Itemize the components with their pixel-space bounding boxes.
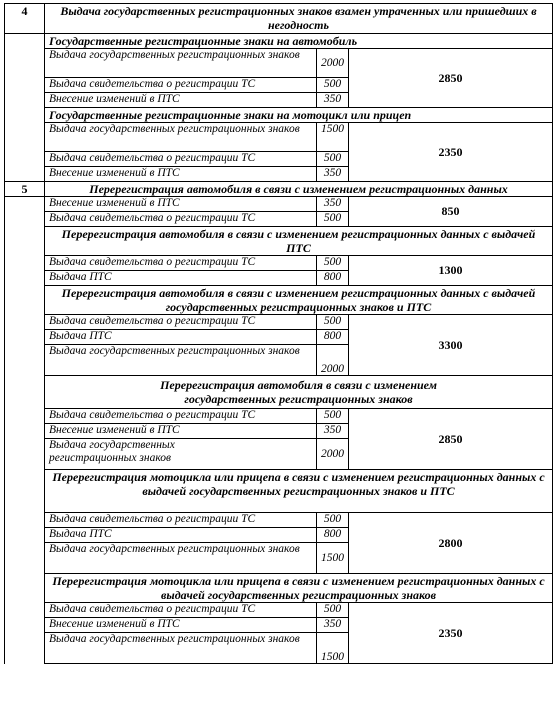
service-price: 500 <box>317 256 349 271</box>
table-row <box>5 49 553 78</box>
service-label: Выдача свидетельства о регистрации ТС <box>45 212 317 227</box>
group-header-row <box>5 376 553 409</box>
service-label: Внесение изменений в ПТС <box>45 93 317 108</box>
number-spacer <box>5 409 45 424</box>
service-label: Выдача государственных регистрационных знаков <box>45 543 317 574</box>
group-total: 2850 <box>349 49 553 108</box>
number-spacer <box>5 543 45 574</box>
number-spacer <box>5 197 45 212</box>
service-label: Выдача государственных регистрационных знаков <box>45 123 317 152</box>
service-price: 500 <box>317 78 349 93</box>
group-title: Перерегистрация автомобиля в связи с изменением государственных регистрационных знаков <box>45 376 553 409</box>
number-spacer <box>5 256 45 271</box>
number-spacer <box>5 315 45 330</box>
service-price: 500 <box>317 212 349 227</box>
group-total: 2850 <box>349 409 553 470</box>
number-spacer <box>5 152 45 167</box>
section-header-row <box>5 182 553 197</box>
table-row <box>5 197 553 212</box>
group-total: 2350 <box>349 123 553 182</box>
service-label: Внесение изменений в ПТС <box>45 167 317 182</box>
service-price: 350 <box>317 167 349 182</box>
service-price: 2000 <box>317 345 349 376</box>
section-number: 5 <box>5 182 45 197</box>
group-title: Перерегистрация мотоцикла или прицепа в связи с изменением регистрационных данных с выдачей государственных регистрационных знаков и ПТС <box>45 470 553 513</box>
table-row <box>5 409 553 424</box>
service-label: Выдача государственных регистрационных знаков <box>45 345 317 376</box>
section-title: Перерегистрация автомобиля в связи с изменением регистрационных данных <box>45 182 553 197</box>
group-header-row <box>5 108 553 123</box>
number-spacer <box>5 93 45 108</box>
section-number: 4 <box>5 4 45 34</box>
service-price: 350 <box>317 618 349 633</box>
service-price: 500 <box>317 513 349 528</box>
service-price: 350 <box>317 93 349 108</box>
service-label: Выдача свидетельства о регистрации ТС <box>45 78 317 93</box>
group-header-row <box>5 34 553 49</box>
group-header-row <box>5 574 553 603</box>
service-label: Выдача свидетельства о регистрации ТС <box>45 256 317 271</box>
service-label: Выдача ПТС <box>45 330 317 345</box>
number-spacer <box>5 376 45 409</box>
number-spacer <box>5 513 45 528</box>
service-label: Выдача ПТС <box>45 528 317 543</box>
service-label: Выдача свидетельства о регистрации ТС <box>45 409 317 424</box>
number-spacer <box>5 424 45 439</box>
service-price: 2000 <box>317 49 349 78</box>
service-price: 2000 <box>317 439 349 470</box>
table-row <box>5 315 553 330</box>
group-title: Государственные регистрационные знаки на мотоцикл или прицеп <box>45 108 553 123</box>
service-label: Выдача свидетельства о регистрации ТС <box>45 152 317 167</box>
table-row <box>5 256 553 271</box>
number-spacer <box>5 167 45 182</box>
group-header-row <box>5 227 553 256</box>
service-price: 800 <box>317 528 349 543</box>
service-label: Внесение изменений в ПТС <box>45 424 317 439</box>
group-total: 2350 <box>349 603 553 664</box>
service-price: 800 <box>317 271 349 286</box>
number-spacer <box>5 271 45 286</box>
group-title: Перерегистрация автомобиля в связи с изменением регистрационных данных с выдачей государственных регистрационных знаков и ПТС <box>45 286 553 315</box>
number-spacer <box>5 286 45 315</box>
fee-table-body <box>5 4 553 664</box>
table-row <box>5 513 553 528</box>
service-label: Выдача ПТС <box>45 271 317 286</box>
service-price: 350 <box>317 424 349 439</box>
service-price: 500 <box>317 603 349 618</box>
fee-table <box>4 3 553 664</box>
group-title: Перерегистрация мотоцикла или прицепа в связи с изменением регистрационных данных с выдачей государственных регистрационных знаков <box>45 574 553 603</box>
service-label: Внесение изменений в ПТС <box>45 197 317 212</box>
number-spacer <box>5 34 45 49</box>
number-spacer <box>5 108 45 123</box>
group-total: 850 <box>349 197 553 227</box>
number-spacer <box>5 49 45 78</box>
service-label: Выдача свидетельства о регистрации ТС <box>45 513 317 528</box>
number-spacer <box>5 633 45 664</box>
service-price: 500 <box>317 152 349 167</box>
service-price: 1500 <box>317 543 349 574</box>
number-spacer <box>5 78 45 93</box>
number-spacer <box>5 603 45 618</box>
service-label: Внесение изменений в ПТС <box>45 618 317 633</box>
service-label: Выдача государственных регистрационных знаков <box>45 49 317 78</box>
group-header-row <box>5 286 553 315</box>
number-spacer <box>5 123 45 152</box>
service-price: 500 <box>317 315 349 330</box>
service-label: Выдача свидетельства о регистрации ТС <box>45 315 317 330</box>
number-spacer <box>5 439 45 470</box>
table-row <box>5 123 553 152</box>
group-title: Государственные регистрационные знаки на автомобиль <box>45 34 553 49</box>
number-spacer <box>5 330 45 345</box>
number-spacer <box>5 618 45 633</box>
group-header-row <box>5 470 553 513</box>
service-price: 500 <box>317 409 349 424</box>
service-label: Выдача государственных регистрационных знаков <box>45 633 317 664</box>
group-total: 2800 <box>349 513 553 574</box>
number-spacer <box>5 212 45 227</box>
section-title: Выдача государственных регистрационных знаков взамен утраченных или пришедших в негодность <box>45 4 553 34</box>
service-label: Выдача свидетельства о регистрации ТС <box>45 603 317 618</box>
service-label: Выдача государственных регистрационных знаков <box>45 439 317 470</box>
number-spacer <box>5 528 45 543</box>
number-spacer <box>5 574 45 603</box>
table-row <box>5 603 553 618</box>
service-price: 1500 <box>317 633 349 664</box>
service-price: 800 <box>317 330 349 345</box>
number-spacer <box>5 227 45 256</box>
group-total: 1300 <box>349 256 553 286</box>
section-header-row <box>5 4 553 34</box>
group-title: Перерегистрация автомобиля в связи с изменением регистрационных данных с выдачей ПТС <box>45 227 553 256</box>
service-price: 350 <box>317 197 349 212</box>
service-price: 1500 <box>317 123 349 152</box>
number-spacer <box>5 470 45 513</box>
group-total: 3300 <box>349 315 553 376</box>
number-spacer <box>5 345 45 376</box>
